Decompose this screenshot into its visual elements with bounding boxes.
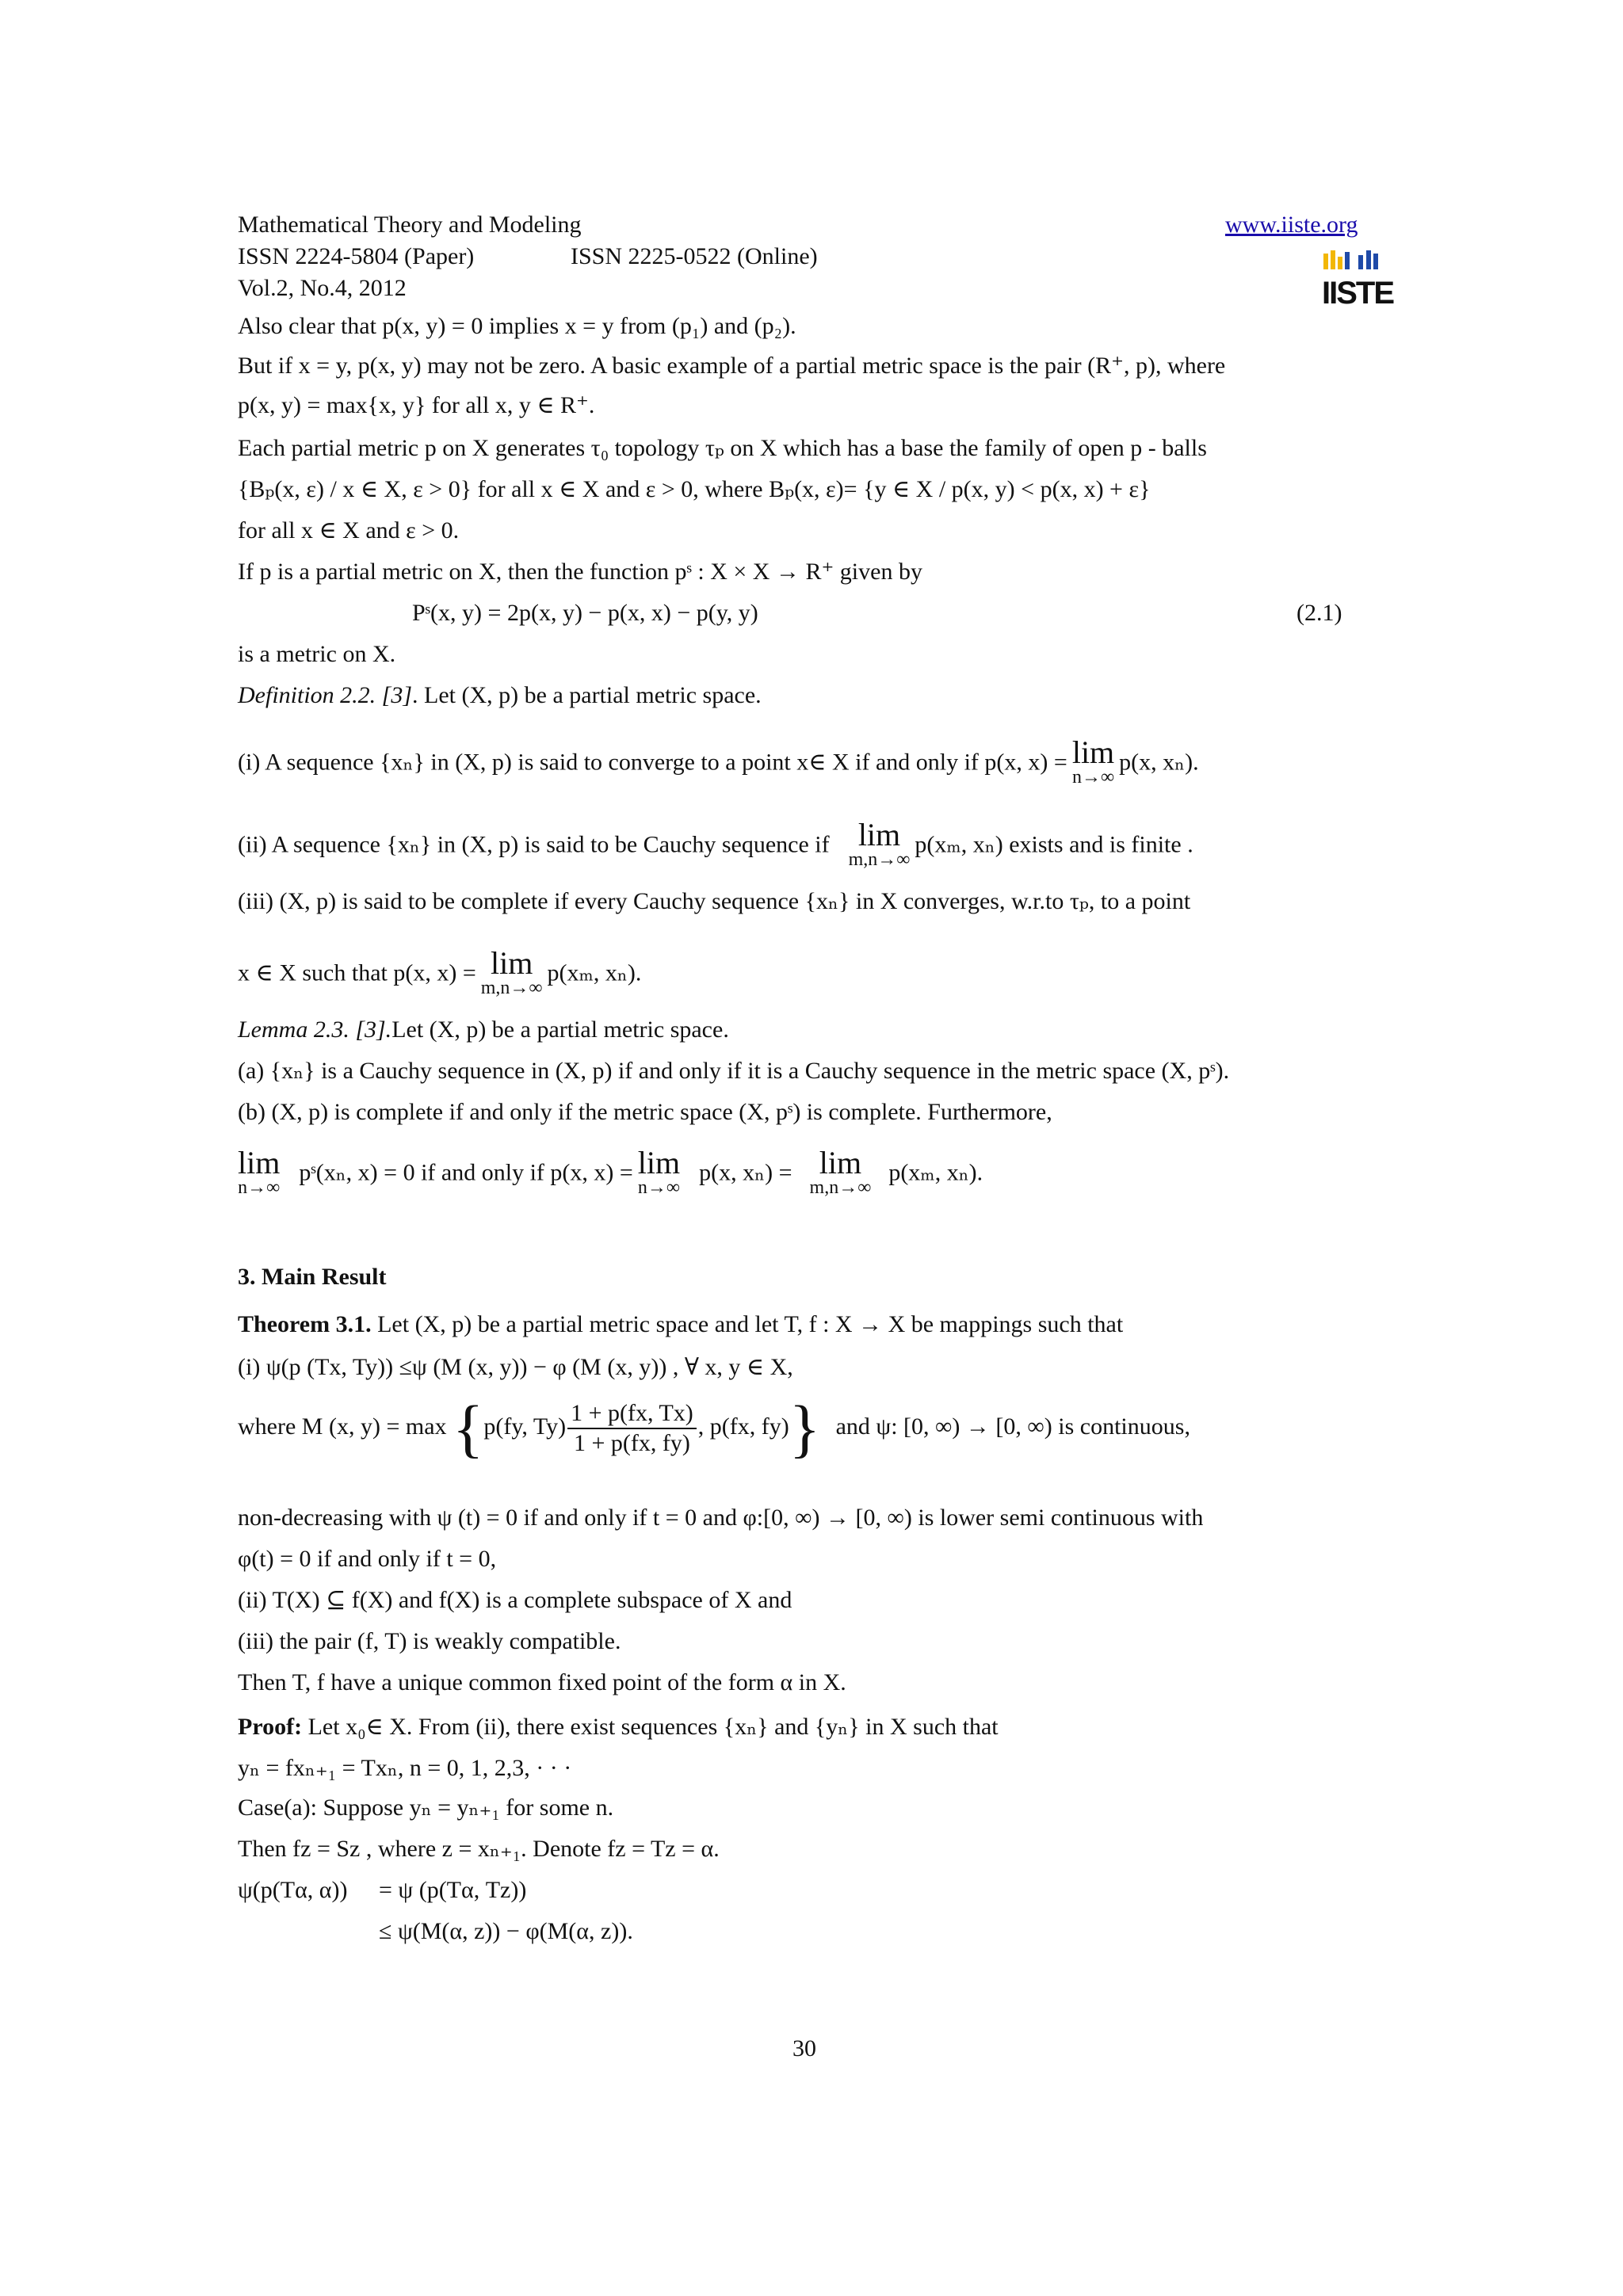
lim-subscript: n→∞	[1071, 767, 1115, 788]
definition-item-iii-text: x ∈ X such that p(x, x) =	[238, 959, 476, 986]
m-term-1: p(fy, Ty)	[483, 1413, 567, 1440]
limit-n	[238, 1147, 280, 1196]
text-line: {Bₚ(x, ε) / x ∈ X, ε > 0} for all x ∈ X and ε > 0, where Bₚ(x, ε)= {y ∈ X / p(x, y) < p(x, x) + ε}	[238, 476, 1151, 502]
lemma-limit-equation	[238, 1147, 983, 1196]
text-line: φ(t) = 0 if and only if t = 0,	[238, 1546, 497, 1572]
lim-word: lim	[490, 945, 533, 981]
fraction-denominator: 1 + p(fx, fy)	[573, 1430, 690, 1456]
theorem-text: Let (X, p) be a partial metric space and let T, f : X → X be mappings such that	[371, 1311, 1124, 1337]
limit-n	[1071, 734, 1115, 788]
theorem-condition-i: (i) ψ(p (Tx, Ty)) ≤ψ (M (x, y)) − φ (M (x, y)) , ∀ x, y ∈ X,	[238, 1354, 793, 1380]
definition-item-ii	[238, 819, 1193, 868]
psi-condition: and ψ: [0, ∞) → [0, ∞) is continuous,	[835, 1413, 1190, 1440]
text-line: non-decreasing with ψ (t) = 0 if and only if t = 0 and φ:[0, ∞) → [0, ∞) is lower semi continuous with	[238, 1505, 1204, 1531]
inequality-lhs: ψ(p(Tα, α))	[238, 1877, 348, 1903]
definition-item-ii-text: (ii) A sequence {xₙ} in (X, p) is said to be Cauchy sequence if	[238, 831, 830, 858]
text-line: for all x ∈ X and ε > 0.	[238, 517, 460, 543]
theorem-conclusion: Then T, f have a unique common fixed point of the form α in X.	[238, 1669, 846, 1695]
inequality-rhs-2: ≤ ψ(M(α, z)) − φ(M(α, z)).	[379, 1918, 633, 1944]
lim-word: lim	[819, 1145, 862, 1180]
lim-word: lim	[238, 1145, 281, 1180]
website-link[interactable]: www.iiste.org	[1225, 212, 1358, 238]
lemma-label: Lemma 2.3. [3].	[238, 1016, 392, 1043]
lemma-item-b: (b) (X, p) is complete if and only if the metric space (X, pˢ) is complete. Furthermore,	[238, 1099, 1052, 1125]
issn-paper: ISSN 2224-5804 (Paper)	[238, 243, 475, 269]
m-definition	[238, 1392, 1190, 1464]
inequality-rhs-1: = ψ (p(Tα, Tz))	[379, 1877, 527, 1903]
definition-item-iii-cont	[238, 945, 642, 998]
proof-label: Proof:	[238, 1714, 303, 1740]
text-line: If p is a partial metric on X, then the function pˢ : X × X → R⁺ given by	[238, 559, 922, 585]
definition-text: . Let (X, p) be a partial metric space.	[412, 682, 762, 708]
text-line: But if x = y, p(x, y) may not be zero. A basic example of a partial metric space is the pair (R⁺, p), where	[238, 353, 1226, 379]
m-term-2: , p(fx, fy)	[697, 1413, 789, 1440]
limit-mn	[480, 945, 543, 998]
definition-2-2	[238, 681, 762, 710]
lemma-eq-part-1: pˢ(xₙ, x) = 0 if and only if p(x, x) =	[299, 1159, 633, 1186]
left-brace: {	[453, 1392, 484, 1464]
issn-online: ISSN 2225-0522 (Online)	[571, 243, 818, 269]
theorem-condition-iii: (iii) the pair (f, T) is weakly compatible.	[238, 1628, 621, 1654]
case-a: Case(a): Suppose yₙ = yₙ₊₁ for some n.	[238, 1794, 614, 1821]
proof	[238, 1713, 999, 1741]
fraction	[567, 1399, 697, 1458]
proof-text: Let x₀∈ X. From (ii), there exist sequences {xₙ} and {yₙ} in X such that	[302, 1714, 999, 1740]
lim-subscript: m,n→∞	[480, 978, 543, 998]
lim-word: lim	[637, 1145, 681, 1180]
lim-word: lim	[857, 817, 901, 852]
text-line: Then fz = Sz , where z = xₙ₊₁. Denote fz = Tz = α.	[238, 1836, 720, 1862]
definition-item-i	[238, 734, 1199, 788]
lim-subscript: n→∞	[238, 1177, 281, 1198]
limit-mn	[849, 819, 911, 868]
lim-word: lim	[1071, 734, 1115, 770]
text-line: Also clear that p(x, y) = 0 implies x = y from (p₁) and (p₂).	[238, 313, 796, 339]
fraction-numerator: 1 + p(fx, Tx)	[567, 1399, 697, 1429]
limit-mn	[810, 1147, 872, 1196]
lim-subscript: n→∞	[637, 1177, 681, 1198]
text-line: is a metric on X.	[238, 641, 396, 667]
iiste-logo	[1322, 249, 1394, 315]
page-number: 30	[792, 2035, 816, 2061]
definition-item-iii-rhs: p(xₘ, xₙ).	[547, 959, 642, 986]
definition-label: Definition 2.2. [3]	[238, 682, 413, 708]
proof-sequence: yₙ = fxₙ₊₁ = Txₙ, n = 0, 1, 2,3, · · ·	[238, 1755, 572, 1781]
equation-2-1: Pˢ(x, y) = 2p(x, y) − p(x, x) − p(y, y)	[412, 600, 758, 626]
right-brace: }	[789, 1392, 821, 1464]
limit-n	[638, 1147, 680, 1196]
text-line: Each partial metric p on X generates τ₀ topology τₚ on X which has a base the family of open p - balls	[238, 435, 1207, 461]
journal-title: Mathematical Theory and Modeling	[238, 212, 582, 238]
lemma-item-a: (a) {xₙ} is a Cauchy sequence in (X, p) if and only if it is a Cauchy sequence in the metric space (X, pˢ).	[238, 1058, 1230, 1084]
definition-item-i-rhs: p(x, xₙ).	[1119, 749, 1199, 776]
lemma-2-3	[238, 1016, 729, 1044]
lim-subscript: m,n→∞	[848, 849, 911, 870]
lim-subscript: m,n→∞	[809, 1177, 872, 1198]
theorem-3-1	[238, 1310, 1123, 1339]
definition-item-iii: (iii) (X, p) is said to be complete if every Cauchy sequence {xₙ} in X converges, w.r.to τₚ, to a point	[238, 888, 1191, 914]
where-text: where M (x, y) = max	[238, 1413, 447, 1440]
text-line: p(x, y) = max{x, y} for all x, y ∈ R⁺.	[238, 392, 595, 418]
definition-item-i-text: (i) A sequence {xₙ} in (X, p) is said to converge to a point x∈ X if and only if p(x, x) =	[238, 749, 1067, 776]
theorem-label: Theorem 3.1.	[238, 1311, 372, 1337]
theorem-condition-ii: (ii) T(X) ⊆ f(X) and f(X) is a complete subspace of X and	[238, 1587, 792, 1613]
section-heading: 3. Main Result	[238, 1264, 387, 1290]
logo-text: IISTE	[1322, 276, 1394, 311]
lemma-eq-part-2: p(x, xₙ) =	[699, 1159, 792, 1186]
equation-number: (2.1)	[1296, 600, 1342, 626]
lemma-eq-part-3: p(xₘ, xₙ).	[888, 1159, 983, 1186]
volume-info: Vol.2, No.4, 2012	[238, 275, 407, 301]
definition-item-ii-rhs: p(xₘ, xₙ) exists and is finite .	[915, 831, 1193, 858]
lemma-text: Let (X, p) be a partial metric space.	[391, 1016, 729, 1043]
